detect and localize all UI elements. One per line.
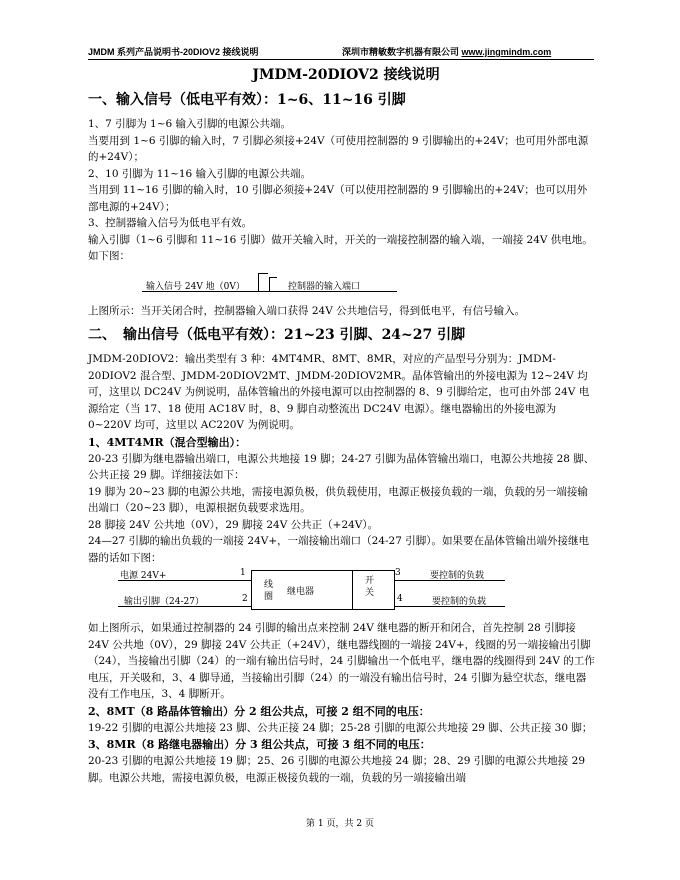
sub1-para4: 24—27 引脚的输出负载的一端接 24V+，一端接输出端口（24-27 引脚）。如果要在晶体管输出端外接继电器的话如下图： [88, 535, 589, 564]
load2-label: 要控制的负载 [432, 597, 487, 607]
section1-heading: 一、输入信号（低电平有效）：1~6、11~16 引脚 [88, 92, 406, 108]
sub1-para2: 19 脚为 20~23 脚的电源公共地，需接电源负极，供负载使用，电源正极接负载的一端，负载的另一端接输出端口（20~23 脚），电源根据负载要求选用。 [88, 485, 588, 514]
pin3-label: 3 [395, 568, 401, 578]
sub1-para5: 如上图所示，如果通过控制器的 24 引脚的输出点来控制 24V 继电器的断开和闭合，首先控制 28 引脚接 24V 公共地（0V），29 脚接 24V 公共正（+24V），继电器线圈的一端接 24V+，线圈的另一端接输出引脚（24），当接输出引脚（24）的一端有输出信号时，24 引脚输出一个低电平，继电器的线圈得到 24V 的工作电压，开关吸和，3、4 脚导通，当接输出引脚（24）的一端没有输出信号时，24 引脚为悬空状态，继电器没有工作电压，3、4 脚断开。 [88, 622, 595, 700]
document-body [88, 62, 596, 786]
header-url-link[interactable]: www.jingmindm.com [461, 47, 552, 57]
diagram-controller-input-label: 控制器的输入端口 [288, 281, 361, 292]
section1-para2: 当要用到 1~6 引脚的输入时，7 引脚必须接+24V（可使用控制器的 9 引脚输出的+24V；也可用外部电源的+24V）； [88, 134, 589, 163]
section1-para3: 2、10 引脚为 11~16 输入引脚的电源公共端。 [88, 167, 312, 180]
section1-para5: 3、控制器输入信号为低电平有效。 [88, 217, 253, 229]
section1-para7: 上图所示：当开关闭合时，控制器输入端口获得 24V 公共地信号，得到低电平，有信号输入。 [88, 304, 526, 317]
power-wire [118, 580, 251, 581]
sub3-para1: 20-23 引脚的电源公共地接 19 脚；25、26 引脚的电源公共地接 24 脚；28、29 引脚的电源公共地接 29 脚。电源公共地，需接电源负极，电源正极接负载的一端，负载的另一端接输出端 [88, 755, 585, 784]
switch-symbol [258, 273, 268, 291]
header-doc-title: JMDM 系列产品说明书-20DIOV2 接线说明 [88, 47, 259, 57]
section1-para4: 当用到 11~16 引脚的输入时，10 引脚必须接+24V（可以使用控制器的 9 引脚输出的+24V；也可以用外部电源的+24V）； [88, 184, 588, 213]
page-header [88, 42, 594, 60]
section2-heading: 二、 输出信号（低电平有效）：21~23 引脚、24~27 引脚 [88, 327, 466, 343]
diagram-input-ground-label: 输入信号 24V 地（0V） [146, 281, 245, 292]
section1-para1: 1、7 引脚为 1~6 输入引脚的电源公共端。 [88, 118, 292, 130]
header-company-name: 深圳市精敏数字机器有限公司 [342, 47, 460, 57]
header-company [342, 45, 551, 58]
sub2-para1: 19-22 引脚的电源公共地接 23 脚、公共正接 24 脚；25-28 引脚的电源公共地接 29 脚、公共正接 30 脚； [88, 721, 593, 734]
sub1-para3: 28 脚接 24V 公共地（0V），29 脚接 24V 公共正（+24V）。 [88, 518, 379, 531]
relay-box [251, 570, 395, 610]
pin1-label: 1 [240, 568, 246, 578]
relay-label: 继电器 [287, 587, 315, 597]
switch-input-diagram [88, 265, 596, 299]
pin2-label: 2 [242, 594, 248, 604]
section2-intro: JMDM-20DIOV2：输出类型有 3 种：4MT4MR、8MT、8MR，对应的产品型号分别为：JMDM-20DIOV2 混合型、JMDM-20DIOV2MT、JMDM-20DIOV2MR。晶体管输出的外接电源为 12~24V 均可，这里以 DC24V 为例说明，晶体管输出的外接电源可以由控制器的 8、9 引脚给定，也可由外部 24V 电源给定（当 17、18 使用 AC18V 时，8、9 脚自动整流出 DC24V 电源）。继电器输出的外接电源为 0~220V 均可，这里以 AC220V 为例说明。 [88, 353, 590, 431]
switch-label-1: 开 [365, 576, 375, 586]
switch-label-2: 关 [365, 588, 375, 598]
coil-label-2: 圈 [264, 592, 274, 602]
relay-divider [352, 571, 353, 609]
power-24v-label: 电源 24V+ [120, 571, 167, 581]
sub2-heading: 2、8MT（8 路晶体管输出）分 2 组公共点，可接 2 组不同的电压： [88, 704, 430, 718]
output-pin-label: 输出引脚（24-27） [124, 597, 204, 607]
pin4-label: 4 [397, 594, 403, 604]
page-footer: 第 1 页，共 2 页 [306, 819, 374, 829]
load1-label: 要控制的负载 [430, 571, 485, 581]
coil-label-1: 线 [264, 580, 274, 590]
document-title: JMDM-20DIOV2 接线说明 [252, 67, 440, 83]
diagram-wire-line [142, 291, 397, 292]
output-wire [118, 606, 251, 607]
section1-para6: 输入引脚（1~6 引脚和 11~16 引脚）做开关输入时，开关的一端接控制器的输入端，一端接 24V 供电地。如下图： [88, 233, 593, 262]
relay-wiring-diagram [88, 566, 596, 616]
sub3-heading: 3、8MR（8 路继电器输出）分 3 组公共点，可接 3 组不同的电压： [88, 738, 431, 751]
sub1-heading: 1、4MT4MR（混合型输出）： [88, 435, 247, 449]
sub1-para1: 20-23 引脚为继电器输出端口，电源公共地接 19 脚；24-27 引脚为晶体管输出端口，电源公共地接 28 脚、公共正接 29 脚。详细接法如下： [88, 452, 595, 481]
switch-contact-symbol [269, 277, 277, 291]
